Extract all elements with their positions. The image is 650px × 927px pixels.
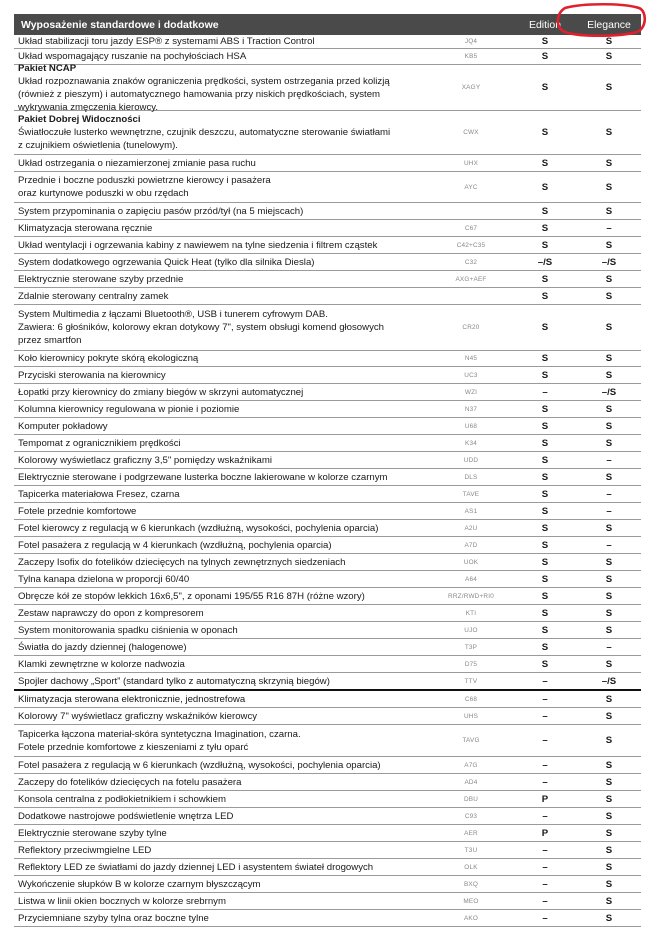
elegance-value: –/S xyxy=(601,675,617,687)
description-line: przez smartfon xyxy=(18,335,82,346)
option-code: UHS xyxy=(463,712,479,720)
equipment-table xyxy=(14,14,641,927)
table-row xyxy=(14,571,641,588)
option-code: UHX xyxy=(463,159,479,167)
edition-value: S xyxy=(541,420,549,432)
elegance-value: S xyxy=(605,290,613,302)
description-line: Zaczepy do fotelików dziecięcych na fotelu pasażera xyxy=(18,776,242,788)
description-line: Tapicerka materiałowa Fresez, czarna xyxy=(18,488,180,500)
table-row xyxy=(14,893,641,910)
elegance-value: S xyxy=(605,420,613,432)
option-code: KTI xyxy=(465,609,477,617)
elegance-value: S xyxy=(605,793,613,805)
option-code: BXQ xyxy=(463,880,479,888)
option-code: N45 xyxy=(464,355,478,362)
elegance-value: – xyxy=(606,641,612,653)
table-row xyxy=(14,220,641,237)
edition-value: S xyxy=(541,488,549,500)
description-line: Kolorowy 7" wyświetlacz graficzny wskaźników kierowcy xyxy=(18,710,258,722)
row-description xyxy=(14,205,429,218)
row-description xyxy=(14,113,429,152)
edition-value: S xyxy=(541,522,549,534)
option-code: T3P xyxy=(464,643,478,651)
elegance-value: S xyxy=(605,624,613,636)
description-line: Zaczepy Isofix do fotelików dziecięcych na tylnych zewnętrznych siedzeniach xyxy=(18,556,346,568)
edition-value: – xyxy=(542,861,548,873)
elegance-value: S xyxy=(605,658,613,670)
option-code: AER xyxy=(464,829,478,837)
elegance-value: S xyxy=(605,353,613,364)
edition-value: S xyxy=(541,353,549,364)
edition-value: S xyxy=(541,403,549,415)
row-description xyxy=(14,728,429,754)
description-line: Tempomat z ogranicznikiem prędkości xyxy=(18,437,181,449)
option-code: UDD xyxy=(463,456,479,464)
description-line: Łopatki przy kierownicy do zmiany biegów w skrzyni automatycznej xyxy=(18,386,304,398)
edition-value: S xyxy=(541,290,549,302)
description-line: Fotel kierowcy z regulacją w 6 kierunkach (wzdłużną, wysokości, pochylenia oparcia) xyxy=(18,522,379,534)
table-row xyxy=(14,155,641,172)
edition-value: –/S xyxy=(537,256,553,268)
description-line: Przyciemniane szyby tylna oraz boczne tylne xyxy=(18,912,209,924)
row-description xyxy=(14,239,429,252)
row-description xyxy=(14,693,429,706)
option-code: N37 xyxy=(464,405,478,413)
row-description xyxy=(14,35,429,48)
elegance-value: S xyxy=(605,51,613,62)
description-line: Przednie i boczne poduszki powietrzne kierowcy i pasażera xyxy=(18,175,271,186)
option-code: T3U xyxy=(464,846,478,854)
option-code: DLS xyxy=(464,473,478,481)
elegance-value: S xyxy=(605,844,613,856)
option-code: TAVE xyxy=(462,490,480,498)
description-line: Fotele przednie komfortowe z kieszeniami z tyłu oparć xyxy=(18,741,249,753)
row-description xyxy=(14,675,429,688)
description-line: Komputer pokładowy xyxy=(18,420,108,432)
table-row xyxy=(14,537,641,554)
description-line: Klamki zewnętrzne w kolorze nadwozia xyxy=(18,658,185,670)
table-title: Wyposażenie standardowe i dodatkowe xyxy=(21,18,219,31)
option-code: CR20 xyxy=(462,324,480,331)
table-row xyxy=(14,305,641,351)
description-line: Zestaw naprawczy do opon z kompresorem xyxy=(18,607,204,619)
option-code: AS1 xyxy=(464,507,478,515)
row-description xyxy=(14,256,429,269)
row-description xyxy=(14,556,429,569)
option-code: A7G xyxy=(464,761,478,769)
table-row xyxy=(14,111,641,155)
table-row xyxy=(14,452,641,469)
row-description xyxy=(14,759,429,772)
edition-value: – xyxy=(542,710,548,722)
table-row xyxy=(14,708,641,725)
edition-value: S xyxy=(541,471,549,483)
option-code: TTV xyxy=(464,677,478,685)
table-body xyxy=(14,35,641,927)
table-row xyxy=(14,725,641,757)
edition-value: – xyxy=(542,693,548,705)
elegance-value: S xyxy=(605,369,613,381)
option-code: A64 xyxy=(465,575,477,583)
description-line: Tapicerka łączona materiał-skóra syntetyczna Imagination, czarna. xyxy=(18,728,301,740)
edition-value: – xyxy=(542,878,548,890)
row-description xyxy=(14,710,429,723)
option-code: A2U xyxy=(464,524,478,532)
table-row xyxy=(14,62,641,113)
option-code: KB5 xyxy=(464,53,478,60)
table-row xyxy=(14,203,641,220)
description-line: Klimatyzacja sterowana elektronicznie, jednostrefowa xyxy=(18,693,246,705)
table-row xyxy=(14,673,641,691)
option-code: WZI xyxy=(464,388,478,396)
table-row xyxy=(14,791,641,808)
row-description xyxy=(14,437,429,450)
edition-value: S xyxy=(541,273,549,285)
elegance-value: S xyxy=(605,205,613,217)
option-code: AYC xyxy=(464,183,478,191)
description-line: oraz kurtynowe poduszki w obu rzędach xyxy=(18,188,189,199)
table-row xyxy=(14,35,641,49)
table-row xyxy=(14,859,641,876)
row-description xyxy=(14,157,429,170)
elegance-value: S xyxy=(605,810,613,822)
option-code: OLK xyxy=(464,863,478,871)
elegance-value: –/S xyxy=(601,256,617,268)
row-description xyxy=(14,454,429,467)
option-code: AD4 xyxy=(464,778,478,786)
description-line: wykrywania zmęczenia kierowcy. xyxy=(18,101,159,113)
option-code: AKO xyxy=(463,914,479,922)
option-code: XAGY xyxy=(461,84,481,91)
description-line: Kolorowy wyświetlacz graficzny 3,5" pomiędzy wskaźnikami xyxy=(18,454,272,466)
description-line: Koło kierownicy pokryte skórą ekologiczną xyxy=(18,353,199,364)
elegance-value: – xyxy=(606,505,612,517)
row-description xyxy=(14,505,429,518)
description-line: System przypominania o zapięciu pasów przód/tył (na 5 miejscach) xyxy=(18,205,304,217)
edition-value: S xyxy=(541,505,549,517)
elegance-value: S xyxy=(605,827,613,839)
table-row xyxy=(14,910,641,927)
description-line: Elektrycznie sterowane szyby przednie xyxy=(18,273,184,285)
option-code: AXG+AEF xyxy=(455,275,487,283)
description-line: Dodatkowe nastrojowe podświetlenie wnętrza LED xyxy=(18,810,234,822)
description-line: Elektrycznie sterowane i podgrzewane lusterka boczne lakierowane w kolorze czarnym xyxy=(18,471,388,483)
description-line: Elektrycznie sterowane szyby tylne xyxy=(18,827,167,839)
description-line: System dodatkowego ogrzewania Quick Heat (tylko dla silnika Diesla) xyxy=(18,256,315,268)
description-line: Fotel pasażera z regulacją w 4 kierunkach (wzdłużną, pochylenia oparcia) xyxy=(18,539,332,551)
package-name: Pakiet Dobrej Widoczności xyxy=(18,114,141,125)
description-line: Reflektory przeciwmgielne LED xyxy=(18,844,152,856)
elegance-value: S xyxy=(605,710,613,722)
table-header xyxy=(14,14,641,35)
option-code: CWX xyxy=(463,129,479,136)
edition-value: S xyxy=(541,454,549,466)
description-line: Układ wspomagający ruszanie na pochyłościach HSA xyxy=(18,51,247,62)
row-description xyxy=(14,222,429,235)
table-row xyxy=(14,237,641,254)
elegance-value: S xyxy=(605,522,613,534)
option-code: UC3 xyxy=(464,371,478,379)
row-description xyxy=(14,420,429,433)
elegance-value: – xyxy=(606,488,612,500)
row-description xyxy=(14,573,429,586)
option-code: D75 xyxy=(464,660,478,668)
elegance-value: S xyxy=(605,322,613,333)
row-description xyxy=(14,62,429,114)
elegance-value: S xyxy=(605,590,613,602)
elegance-value: S xyxy=(605,735,613,746)
description-line: Zawiera: 6 głośników, kolorowy ekran dotykowy 7", system obsługi komend głosowych xyxy=(18,322,385,333)
option-code: C93 xyxy=(464,812,478,820)
row-description xyxy=(14,273,429,286)
edition-value: S xyxy=(541,556,549,568)
edition-value: S xyxy=(541,205,549,217)
edition-value: S xyxy=(541,658,549,670)
table-row xyxy=(14,876,641,893)
description-line: Listwa w linii okien bocznych w kolorze srebrnym xyxy=(18,895,226,907)
table-row xyxy=(14,486,641,503)
edition-value: S xyxy=(541,539,549,551)
edition-value: – xyxy=(542,895,548,907)
elegance-value: S xyxy=(605,693,613,705)
edition-value: S xyxy=(541,239,549,251)
description-line: System monitorowania spadku ciśnienia w oponach xyxy=(18,624,238,636)
edition-value: – xyxy=(542,776,548,788)
row-description xyxy=(14,912,429,925)
description-line: Światła do jazdy dziennej (halogenowe) xyxy=(18,641,187,653)
option-code: C68 xyxy=(464,695,478,703)
row-description xyxy=(14,174,429,200)
table-row xyxy=(14,520,641,537)
table-row xyxy=(14,418,641,435)
elegance-value: S xyxy=(605,607,613,619)
description-line: Przyciski sterowania na kierownicy xyxy=(18,369,166,381)
option-code: U68 xyxy=(464,422,478,430)
edition-value: – xyxy=(542,735,548,746)
description-line: z czujnikiem oświetlenia (tunelowym). xyxy=(18,140,178,151)
elegance-value: S xyxy=(605,776,613,788)
edition-value: S xyxy=(541,437,549,449)
table-row xyxy=(14,271,641,288)
elegance-value: – xyxy=(606,539,612,551)
table-row xyxy=(14,554,641,571)
table-row xyxy=(14,588,641,605)
elegance-value: – xyxy=(606,454,612,466)
description-line: Konsola centralna z podłokietnikiem i schowkiem xyxy=(18,793,226,805)
row-description xyxy=(14,641,429,654)
row-description xyxy=(14,539,429,552)
table-row xyxy=(14,757,641,774)
elegance-value: S xyxy=(605,181,613,193)
option-code: UOK xyxy=(463,558,479,566)
table-row xyxy=(14,401,641,418)
edition-value: S xyxy=(541,369,549,381)
description-line: Klimatyzacja sterowana ręcznie xyxy=(18,222,153,234)
description-line: Zdalnie sterowany centralny zamek xyxy=(18,290,169,302)
elegance-value: S xyxy=(605,912,613,924)
description-line: Tylna kanapa dzielona w proporcji 60/40 xyxy=(18,573,190,585)
table-row xyxy=(14,808,641,825)
row-description xyxy=(14,352,429,365)
edition-value: – xyxy=(542,810,548,822)
elegance-value: –/S xyxy=(601,386,617,398)
table-row xyxy=(14,842,641,859)
description-line: Układ wentylacji i ogrzewania kabiny z nawiewem na tylne siedzenia i filtrem cząstek xyxy=(18,239,378,251)
table-row xyxy=(14,622,641,639)
edition-value: S xyxy=(541,157,549,169)
elegance-value: S xyxy=(605,157,613,169)
table-row xyxy=(14,367,641,384)
option-code: C67 xyxy=(464,224,478,232)
table-row xyxy=(14,639,641,656)
option-code: RRZ/RWD+RI0 xyxy=(448,592,494,600)
elegance-value: S xyxy=(605,895,613,907)
table-row xyxy=(14,691,641,708)
table-row xyxy=(14,435,641,452)
description-line: Układ rozpoznawania znaków ograniczenia prędkości, system ostrzegania przed kolizją xyxy=(18,75,390,87)
row-description xyxy=(14,658,429,671)
edition-value: S xyxy=(541,322,549,333)
elegance-value: S xyxy=(605,403,613,415)
row-description xyxy=(14,522,429,535)
edition-value: S xyxy=(541,36,549,47)
table-row xyxy=(14,825,641,842)
option-code: TAVG xyxy=(462,737,480,744)
row-description xyxy=(14,895,429,908)
row-description xyxy=(14,776,429,789)
option-code: JQ4 xyxy=(464,38,478,45)
edition-value: S xyxy=(541,607,549,619)
edition-value: P xyxy=(541,793,549,805)
option-code: MEO xyxy=(463,897,479,905)
description-line: Kolumna kierownicy regulowana w pionie i poziomie xyxy=(18,403,240,415)
row-description xyxy=(14,386,429,399)
edition-value: – xyxy=(542,386,548,398)
column-edition: Edition xyxy=(528,18,562,31)
description-line: System Multimedia z łączami Bluetooth®, USB i tunerem cyfrowym DAB. xyxy=(18,309,328,320)
edition-value: S xyxy=(541,222,549,234)
description-line: Reflektory LED ze światłami do jazdy dziennej LED i asystentem świateł drogowych xyxy=(18,861,374,873)
edition-value: S xyxy=(541,82,549,93)
description-line: (również z pieszym) i automatycznego hamowania przy niskich prędkościach, system xyxy=(18,88,381,100)
description-line: Układ stabilizacji toru jazdy ESP® z systemami ABS i Traction Control xyxy=(18,36,315,47)
elegance-value: S xyxy=(605,573,613,585)
elegance-value: S xyxy=(605,471,613,483)
table-row xyxy=(14,774,641,791)
option-code: A7D xyxy=(464,541,478,549)
edition-value: – xyxy=(542,759,548,771)
row-description xyxy=(14,488,429,501)
option-code: UJO xyxy=(464,626,478,634)
row-description xyxy=(14,810,429,823)
option-code: K34 xyxy=(465,439,477,447)
option-code: C32 xyxy=(464,258,478,266)
description-line: Fotel pasażera z regulacją w 6 kierunkach (wzdłużną, wysokości, pochylenia oparcia) xyxy=(18,759,381,771)
elegance-value: S xyxy=(605,861,613,873)
row-description xyxy=(14,624,429,637)
row-description xyxy=(14,290,429,303)
edition-value: – xyxy=(542,912,548,924)
edition-value: S xyxy=(541,641,549,653)
row-description xyxy=(14,827,429,840)
description-line: Układ ostrzegania o niezamierzonej zmianie pasa ruchu xyxy=(18,157,256,169)
elegance-value: S xyxy=(605,36,613,47)
elegance-value: S xyxy=(605,82,613,93)
edition-value: S xyxy=(541,573,549,585)
elegance-value: S xyxy=(605,556,613,568)
elegance-value: S xyxy=(605,878,613,890)
edition-value: – xyxy=(542,675,548,687)
column-elegance: Elegance xyxy=(587,18,631,31)
table-row xyxy=(14,172,641,203)
description-line: Fotele przednie komfortowe xyxy=(18,505,137,517)
row-description xyxy=(14,861,429,874)
description-line: Wykończenie słupków B w kolorze czarnym błyszczącym xyxy=(18,878,261,890)
table-row xyxy=(14,656,641,673)
table-row xyxy=(14,351,641,367)
table-row xyxy=(14,503,641,520)
option-code: C42+C35 xyxy=(456,241,486,249)
edition-value: S xyxy=(541,127,549,138)
description-line: Spojler dachowy „Sport” (standard tylko z automatyczną skrzynią biegów) xyxy=(18,675,330,687)
table-row xyxy=(14,254,641,271)
elegance-value: S xyxy=(605,239,613,251)
table-row xyxy=(14,384,641,401)
elegance-value: S xyxy=(605,437,613,449)
edition-value: S xyxy=(541,624,549,636)
description-line: Światłoczułe lusterko wewnętrzne, czujnik deszczu, automatyczne sterowanie światłami xyxy=(18,127,391,138)
edition-value: S xyxy=(541,181,549,193)
row-description xyxy=(14,607,429,620)
table-row xyxy=(14,288,641,305)
row-description xyxy=(14,308,429,347)
elegance-value: S xyxy=(605,273,613,285)
package-name: Pakiet NCAP xyxy=(18,62,77,74)
table-row xyxy=(14,469,641,486)
option-code: DBU xyxy=(463,795,479,803)
elegance-value: – xyxy=(606,222,612,234)
row-description xyxy=(14,793,429,806)
row-description xyxy=(14,590,429,603)
elegance-value: S xyxy=(605,759,613,771)
edition-value: P xyxy=(541,827,549,839)
row-description xyxy=(14,844,429,857)
row-description xyxy=(14,878,429,891)
edition-value: – xyxy=(542,844,548,856)
elegance-value: S xyxy=(605,127,613,138)
table-row xyxy=(14,605,641,622)
row-description xyxy=(14,369,429,382)
edition-value: S xyxy=(541,590,549,602)
description-line: Obręcze kół ze stopów lekkich 16x6,5", z oponami 195/55 R16 87H (różne wzory) xyxy=(18,590,365,602)
row-description xyxy=(14,471,429,484)
edition-value: S xyxy=(541,51,549,62)
row-description xyxy=(14,403,429,416)
